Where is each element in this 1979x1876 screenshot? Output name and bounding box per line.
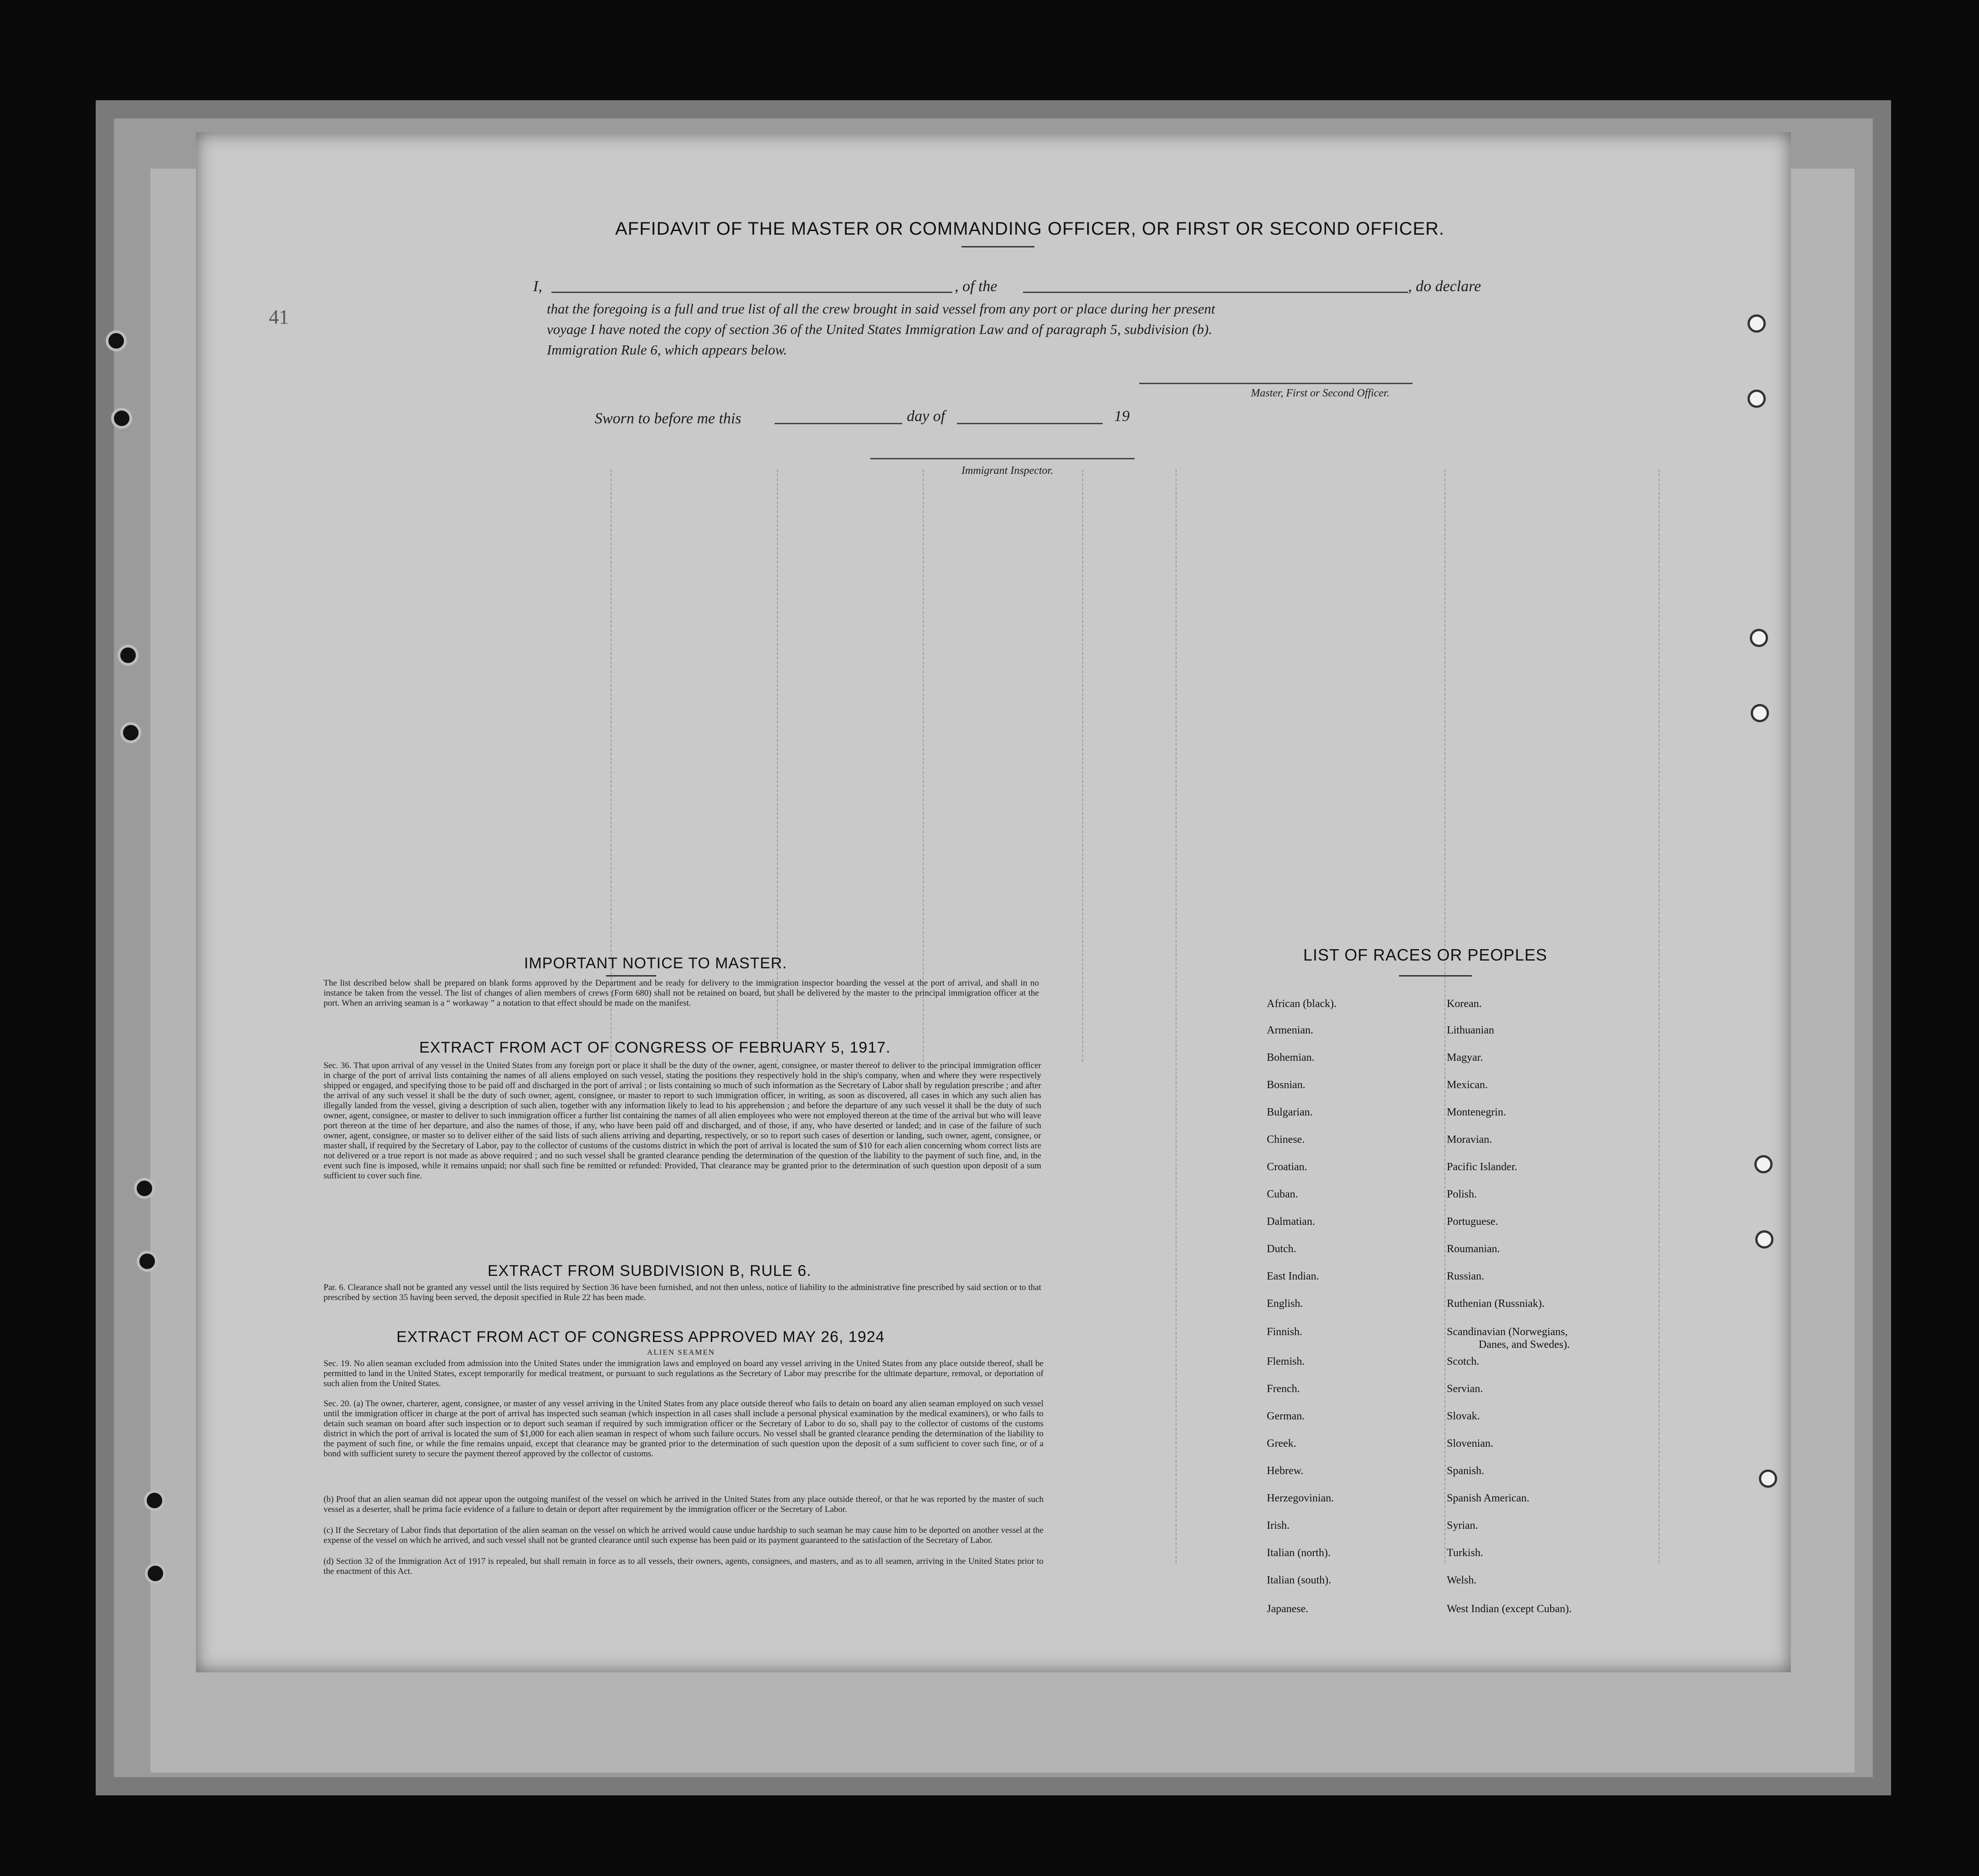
document-sheet <box>196 132 1791 1672</box>
race-item: Ruthenian (Russniak). <box>1447 1298 1545 1310</box>
extract-1924-title: EXTRACT FROM ACT OF CONGRESS APPROVED MAY 26, 1924 <box>396 1328 885 1346</box>
race-item: Hebrew. <box>1267 1465 1304 1477</box>
inspector-signature-line[interactable] <box>870 458 1135 459</box>
binder-hole <box>111 408 132 429</box>
affidavit-body-line1: that the foregoing is a full and true list of all the crew brought in said vessel from any port or place during her present <box>547 301 1215 317</box>
race-item: Pacific Islander. <box>1447 1161 1517 1173</box>
extract-1917-title: EXTRACT FROM ACT OF CONGRESS OF FEBRUARY 5, 1917. <box>419 1039 891 1056</box>
race-item: Cuban. <box>1267 1188 1298 1200</box>
binder-hole <box>106 330 127 351</box>
punch-hole <box>1748 314 1766 333</box>
vessel-field-line[interactable] <box>1023 292 1408 293</box>
race-item: Korean. <box>1447 998 1482 1010</box>
extract-1924-sec20b: (b) Proof that an alien seaman did not appear upon the outgoing manifest of the vessel on which he arrived in the United States from any place outside thereof, or that he was reported by the master of such vessel as a deserter, shall be prima facie evidence of a failure to detain or deport after requirement by the immigration officer or the Secretary of Labor. <box>324 1495 1043 1514</box>
affidavit-title: AFFIDAVIT OF THE MASTER OR COMMANDING OFFICER, OR FIRST OR SECOND OFFICER. <box>615 219 1444 239</box>
races-title: LIST OF RACES OR PEOPLES <box>1303 946 1547 964</box>
extract-1924-sec19: Sec. 19. No alien seaman excluded from admission into the United States under the immigration laws and employed on board any vessel arriving in the United States from any place outside thereof, shall be permitted to land in the United States, except temporarily for medical treatment, or pursuant to such regulations as the Secretary of Labor may prescribe for the ultimate departure, removal, or deportation of such alien from the United States. <box>324 1359 1043 1388</box>
margin-mark: 41 <box>269 306 289 328</box>
notice-rule <box>606 975 656 977</box>
affidavit-declare-label: , do declare <box>1408 278 1481 295</box>
race-item: Flemish. <box>1267 1356 1305 1367</box>
race-item: East Indian. <box>1267 1270 1319 1282</box>
race-item: Greek. <box>1267 1438 1296 1449</box>
binder-hole <box>137 1251 158 1272</box>
sworn-day-line[interactable] <box>775 423 902 424</box>
races-rule <box>1399 975 1472 977</box>
punch-hole <box>1759 1470 1777 1488</box>
notice-title: IMPORTANT NOTICE TO MASTER. <box>524 955 787 972</box>
binder-hole <box>144 1490 165 1511</box>
extract-rule6-title: EXTRACT FROM SUBDIVISION B, RULE 6. <box>488 1262 812 1280</box>
extract-1924-sec20c: (c) If the Secretary of Labor finds that deportation of the alien seaman on the vessel on which he arrived would cause undue hardship to such seaman he may cause him to be deported on another vessel at the expense of the vessel on which he arrived, and such vessel shall not be granted clearance until such expense has been paid or its payment guaranteed to the satisfaction of the Secretary of Labor. <box>324 1526 1043 1545</box>
extract-1924-sec20a: Sec. 20. (a) The owner, charterer, agent, consignee, or master of any vessel arriving in the United States from any place outside thereof who fails to detain on board any alien seaman employed on such vessel until the immigration officer in charge at the port of arrival has inspected such seaman (which inspection in all cases shall include a personal physical examination by the medical examiners), or who fails to detain such seaman on board after such inspection or to deport such seaman if required by such immigration officer or the Secretary of Labor to do so, shall pay to the collector of customs of the customs district in which the port of arrival is located the sum of $1,000 for each alien seaman in respect of whom such failure occurs. No vessel shall be granted clearance pending the determination of the liability to the payment of such fine, or while the fine remains unpaid, except that clearance may be granted prior to the determination of such question upon the deposit of a sum sufficient to cover such fine, or of a bond with sufficient surety to secure the payment thereof approved by the collector of customs. <box>324 1399 1043 1459</box>
extract-rule6-text: Par. 6. Clearance shall not be granted any vessel until the lists required by Section 36 have been furnished, and not then unless, notice of liability to the administrative fine prescribed by said section or to that prescribed by section 35 having been served, the deposit specified in Rule 22 has been made. <box>324 1283 1041 1302</box>
race-item: Dalmatian. <box>1267 1216 1315 1228</box>
race-item: Polish. <box>1447 1188 1477 1200</box>
race-item: Portuguese. <box>1447 1216 1498 1228</box>
race-item: Slovak. <box>1447 1410 1480 1422</box>
race-item: Chinese. <box>1267 1134 1305 1146</box>
year-label: 19 <box>1114 408 1130 425</box>
race-item: French. <box>1267 1383 1300 1395</box>
day-of-label: day of <box>907 408 946 425</box>
race-item: Irish. <box>1267 1520 1290 1532</box>
race-item: Slovenian. <box>1447 1438 1493 1449</box>
race-item: Russian. <box>1447 1270 1485 1282</box>
race-item: Montenegrin. <box>1447 1106 1506 1118</box>
race-item: Spanish. <box>1447 1465 1485 1477</box>
race-item: Croatian. <box>1267 1161 1307 1173</box>
race-item: Italian (south). <box>1267 1574 1331 1586</box>
affidavit-body-line3: Immigration Rule 6, which appears below. <box>547 342 787 358</box>
race-item: Servian. <box>1447 1383 1483 1395</box>
race-item: Armenian. <box>1267 1024 1313 1036</box>
race-item: Mexican. <box>1447 1079 1488 1091</box>
race-item: Magyar. <box>1447 1052 1483 1064</box>
race-item: Scandinavian (Norwegians, <box>1447 1326 1568 1338</box>
bleed-line <box>611 469 612 1062</box>
race-item: Japanese. <box>1267 1603 1309 1615</box>
affidavit-body-line2: voyage I have noted the copy of section 36 of the United States Immigration Law and of paragraph 5, subdivision (b). <box>547 321 1213 337</box>
bleed-line <box>1082 469 1083 1062</box>
punch-hole <box>1751 704 1769 722</box>
binder-hole <box>145 1563 166 1584</box>
race-item: Welsh. <box>1447 1574 1477 1586</box>
master-label: Master, First or Second Officer. <box>1251 387 1389 399</box>
bleed-line <box>1659 469 1660 1563</box>
race-item: Syrian. <box>1447 1520 1478 1532</box>
affidavit-i-label: I, <box>533 278 542 295</box>
race-item: Danes, and Swedes). <box>1479 1339 1570 1351</box>
race-item: Moravian. <box>1447 1134 1492 1146</box>
extract-1917-text: Sec. 36. That upon arrival of any vessel in the United States from any foreign port or place it shall be the duty of the owner, agent, consignee, or master thereof to deliver to the principal immigration officer in charge of the port of arrival lists containing the names of all aliens employed on such vessel, stating the positions they respectively hold in the ship's company, when and where they were respectively shipped or engaged, and specifying those to be paid off and discharged in the port of arrival ; or lists containing so much of such information as the Secretary of Labor shall by regulation prescribe ; and after the arrival of any such vessel it shall be the duty of such owner, agent, consignee, or master to report to such immigration officer, in writing, as soon as discovered, all cases in which any such alien has illegally landed from the vessel, giving a description of such alien, together with any information likely to lead to his apprehension ; and before the departure of any such vessel it shall be the duty of such owner, agent, consignee, or master to deliver to such immigration officer a further list containing the names of all alien employees who were not employed thereon at the time of the arrival but who will leave port thereon at the time of her departure, and also the names of those, if any, who have been paid off and discharged, and of those, if any, who have deserted or landed; and in case of the failure of such owner, agent, consignee, or master so to deliver either of the said lists of such aliens arriving and departing, respectively, or so to report such cases of desertion or landing, such owner, agent, consignee, or master shall, if required by the Secretary of Labor, pay to the collector of customs of the customs district in which the port of arrival is located the sum of $10 for each alien concerning whom correct lists are not delivered or a true report is not made as above required ; and no such vessel shall be granted clearance pending the determination of the question of the liability to the payment of such fine, and, in the event such fine is imposed, while it remains unpaid; nor shall such fine be remitted or refunded: Provided, That clearance may be granted prior to the determination of such question upon deposit of a sum sufficient to cover such fine. <box>324 1061 1041 1181</box>
race-item: Finnish. <box>1267 1326 1303 1338</box>
bleed-line <box>1176 469 1177 1563</box>
bleed-line <box>923 469 924 1062</box>
race-item: Italian (north). <box>1267 1547 1331 1559</box>
race-item: Herzegovinian. <box>1267 1492 1334 1504</box>
bleed-line <box>1444 469 1445 1563</box>
master-signature-line[interactable] <box>1139 383 1413 384</box>
affidavit-of-the-label: , of the <box>955 278 997 295</box>
binder-hole <box>118 645 139 666</box>
race-item: Spanish American. <box>1447 1492 1530 1504</box>
notice-text: The list described below shall be prepared on blank forms approved by the Department and be ready for delivery to the immigration inspector boarding the vessel at the port of arrival, and shall in no instance be taken from the vessel. The list of changes of alien members of crews (Form 680) shall not be retained on board, but shall be delivered by the master to the principal immigration officer at the port. When an arriving seaman is a “ workaway ” a notation to that effect should be made on the manifest. <box>324 978 1039 1008</box>
punch-hole <box>1755 1230 1773 1249</box>
punch-hole <box>1754 1155 1773 1173</box>
race-item: Bohemian. <box>1267 1052 1315 1064</box>
extract-1924-sec20d: (d) Section 32 of the Immigration Act of 1917 is repealed, but shall remain in force as to all vessels, their owners, agents, consignees, and masters, and as to all seamen, arriving in the United States prior to the enactment of this Act. <box>324 1557 1043 1576</box>
race-item: Bosnian. <box>1267 1079 1306 1091</box>
sworn-label: Sworn to before me this <box>595 410 741 427</box>
bleed-line <box>777 469 778 1062</box>
race-item: Turkish. <box>1447 1547 1483 1559</box>
punch-hole <box>1750 629 1768 647</box>
race-item: West Indian (except Cuban). <box>1447 1603 1572 1615</box>
race-item: African (black). <box>1267 998 1337 1010</box>
title-rule <box>961 246 1034 247</box>
race-item: German. <box>1267 1410 1305 1422</box>
race-item: Dutch. <box>1267 1243 1296 1255</box>
binder-hole <box>120 722 141 743</box>
race-item: English. <box>1267 1298 1303 1310</box>
extract-1924-subtitle: ALIEN SEAMEN <box>647 1348 715 1357</box>
inspector-label: Immigrant Inspector. <box>961 465 1054 477</box>
race-item: Bulgarian. <box>1267 1106 1313 1118</box>
race-item: Roumanian. <box>1447 1243 1500 1255</box>
race-item: Lithuanian <box>1447 1024 1494 1036</box>
race-item: Scotch. <box>1447 1356 1480 1367</box>
name-field-line[interactable] <box>551 292 952 293</box>
binder-hole <box>134 1178 155 1199</box>
sworn-month-line[interactable] <box>957 423 1103 424</box>
punch-hole <box>1748 390 1766 408</box>
